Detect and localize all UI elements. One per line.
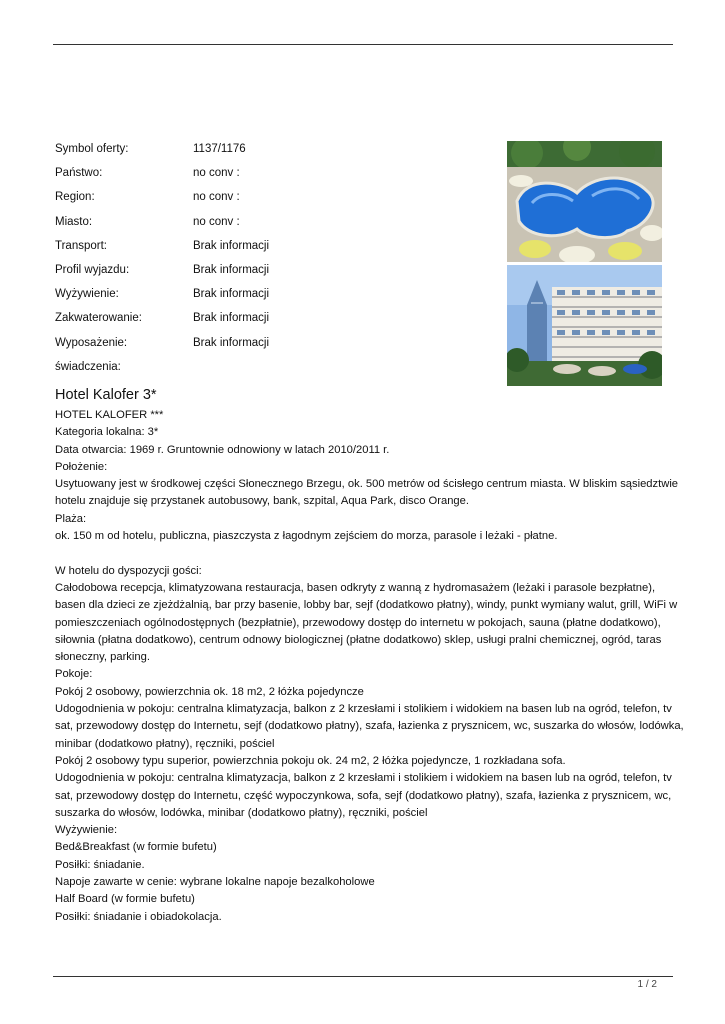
offer-detail-label: Region: [55,191,95,204]
offer-detail-label: Symbol oferty: [55,143,129,155]
description-line: minibar (dodatkowo płatny), ręczniki, pościel [55,737,275,750]
offer-detail-row [55,309,475,333]
description-line: suszarka do włosów, lodówka, minibar (dodatkowo płatny), ręczniki, pościel [55,806,428,819]
description-line: basen dla dzieci ze zjeżdżalnią, bar przy basenie, lobby bar, sejf (dodatkowo płatny), windy, punkt wymiany walut, grill, WiFi w [55,599,678,612]
offer-detail-label: Wyposażenie: [55,336,128,349]
offer-detail-row [55,358,475,382]
offer-detail-label: Miasto: [55,215,93,228]
description-line: Wyżywienie: [55,824,118,837]
description-line: Pokoje: [55,668,93,681]
description-line: Plaża: [55,512,87,525]
offer-detail-label: Zakwaterowanie: [55,312,142,325]
offer-detail-value: no conv : [193,167,240,180]
description-line: Udogodnienia w pokoju: centralna klimatyzacja, balkon z 2 krzesłami i stolikiem i widokiem na basen lub na ogród, telefon, tv [55,703,672,716]
description-line: słoneczny, parking. [55,651,150,664]
page-number: 1 / 2 [637,979,657,990]
description-line: Pokój 2 osobowy, powierzchnia ok. 18 m2, 2 łóżka pojedyncze [55,685,364,698]
hotel-description [55,385,684,926]
description-line: hotelu znajduje się przystanek autobusowy, bank, szpital, Aqua Park, disco Orange. [55,495,469,508]
footer-rule [53,976,673,977]
offer-detail-value: no conv : [193,191,240,204]
description-line: Posiłki: śniadanie i obiadokolacja. [55,910,222,923]
description-line: Usytuowany jest w środkowej części Słonecznego Brzegu, ok. 500 metrów od ścisłego centrum miasta. W bliskim sąsiedztwie [55,478,679,491]
offer-detail-label: Wyżywienie: [55,288,119,301]
offer-detail-label: świadczenia: [55,360,121,373]
offer-detail-row [55,188,475,212]
description-line: Pokój 2 osobowy typu superior, powierzchnia pokoju ok. 24 m2, 2 łóżka pojedyncze, 1 rozkładana sofa. [55,754,566,767]
hotel-title: Hotel Kalofer 3* [55,387,157,403]
description-line: ok. 150 m od hotelu, publiczna, piaszczysta z łagodnym zejściem do morza, parasole i leżaki - płatne. [55,530,558,543]
description-line: pomieszczeniach ogólnodostępnych (bezpłatnie), przewodowy dostęp do internetu w pokojach, sauna (płatne dodatkowo), [55,616,661,629]
offer-detail-label: Transport: [55,239,107,252]
offer-detail-row [55,164,475,188]
offer-detail-value: Brak informacji [193,288,270,301]
description-line: Kategoria lokalna: 3* [55,426,159,439]
description-line: Całodobowa recepcja, klimatyzowana restauracja, basen odkryty z wanną z hydromasażem (leżaki i parasole bezpłatne), [55,581,656,594]
description-line: sat, przewodowy dostęp do Internetu, część wypoczynkowa, sofa, sejf (dodatkowo płatny), szafa, łazienka z prysznicem, wc, [55,789,672,802]
description-line: Położenie: [55,460,108,473]
hotel-description-body [55,407,684,926]
offer-detail-row [55,261,475,285]
offer-detail-value: 1137/1176 [193,143,246,155]
description-line: W hotelu do dyspozycji gości: [55,564,202,577]
offer-detail-value: no conv : [193,215,240,228]
description-line: Data otwarcia: 1969 r. Gruntownie odnowiony w latach 2010/2011 r. [55,443,390,456]
offer-detail-value: Brak informacji [193,336,270,349]
description-line: Bed&Breakfast (w formie bufetu) [55,841,217,854]
offer-detail-label: Profil wyjazdu: [55,263,130,276]
offer-detail-row [55,334,475,358]
offer-detail-row [55,140,475,164]
offer-detail-row [55,285,475,309]
offer-detail-row [55,237,475,261]
offer-detail-label: Państwo: [55,167,103,180]
description-line: Napoje zawarte w cenie: wybrane lokalne napoje bezalkoholowe [55,876,375,889]
description-line: siłownia (płatna dodatkowo), centrum odnowy biologicznej (płatne dodatkowo) sklep, usługi pralni chemicznej, ogród, taras [55,633,662,646]
description-line: Half Board (w formie bufetu) [55,893,195,906]
description-line: HOTEL KALOFER *** [55,409,164,421]
offer-detail-value: Brak informacji [193,312,270,325]
description-line [55,545,675,562]
offer-detail-value: Brak informacji [193,239,270,252]
offer-detail-row [55,213,475,237]
hotel-pool-photo [507,141,662,262]
offer-details-table [55,140,475,382]
description-line: Posiłki: śniadanie. [55,858,145,871]
description-line: sat, przewodowy dostęp do Internetu, sejf (dodatkowo płatny), szafa, łazienka z prysznicem, wc, suszarka do włosów, lodówka, [55,720,684,733]
description-line: Udogodnienia w pokoju: centralna klimatyzacja, balkon z 2 krzesłami i stolikiem i widokiem na basen lub na ogród, telefon, tv [55,772,672,785]
hotel-building-photo [507,265,662,386]
offer-detail-value: Brak informacji [193,263,270,276]
header-rule [53,44,673,45]
